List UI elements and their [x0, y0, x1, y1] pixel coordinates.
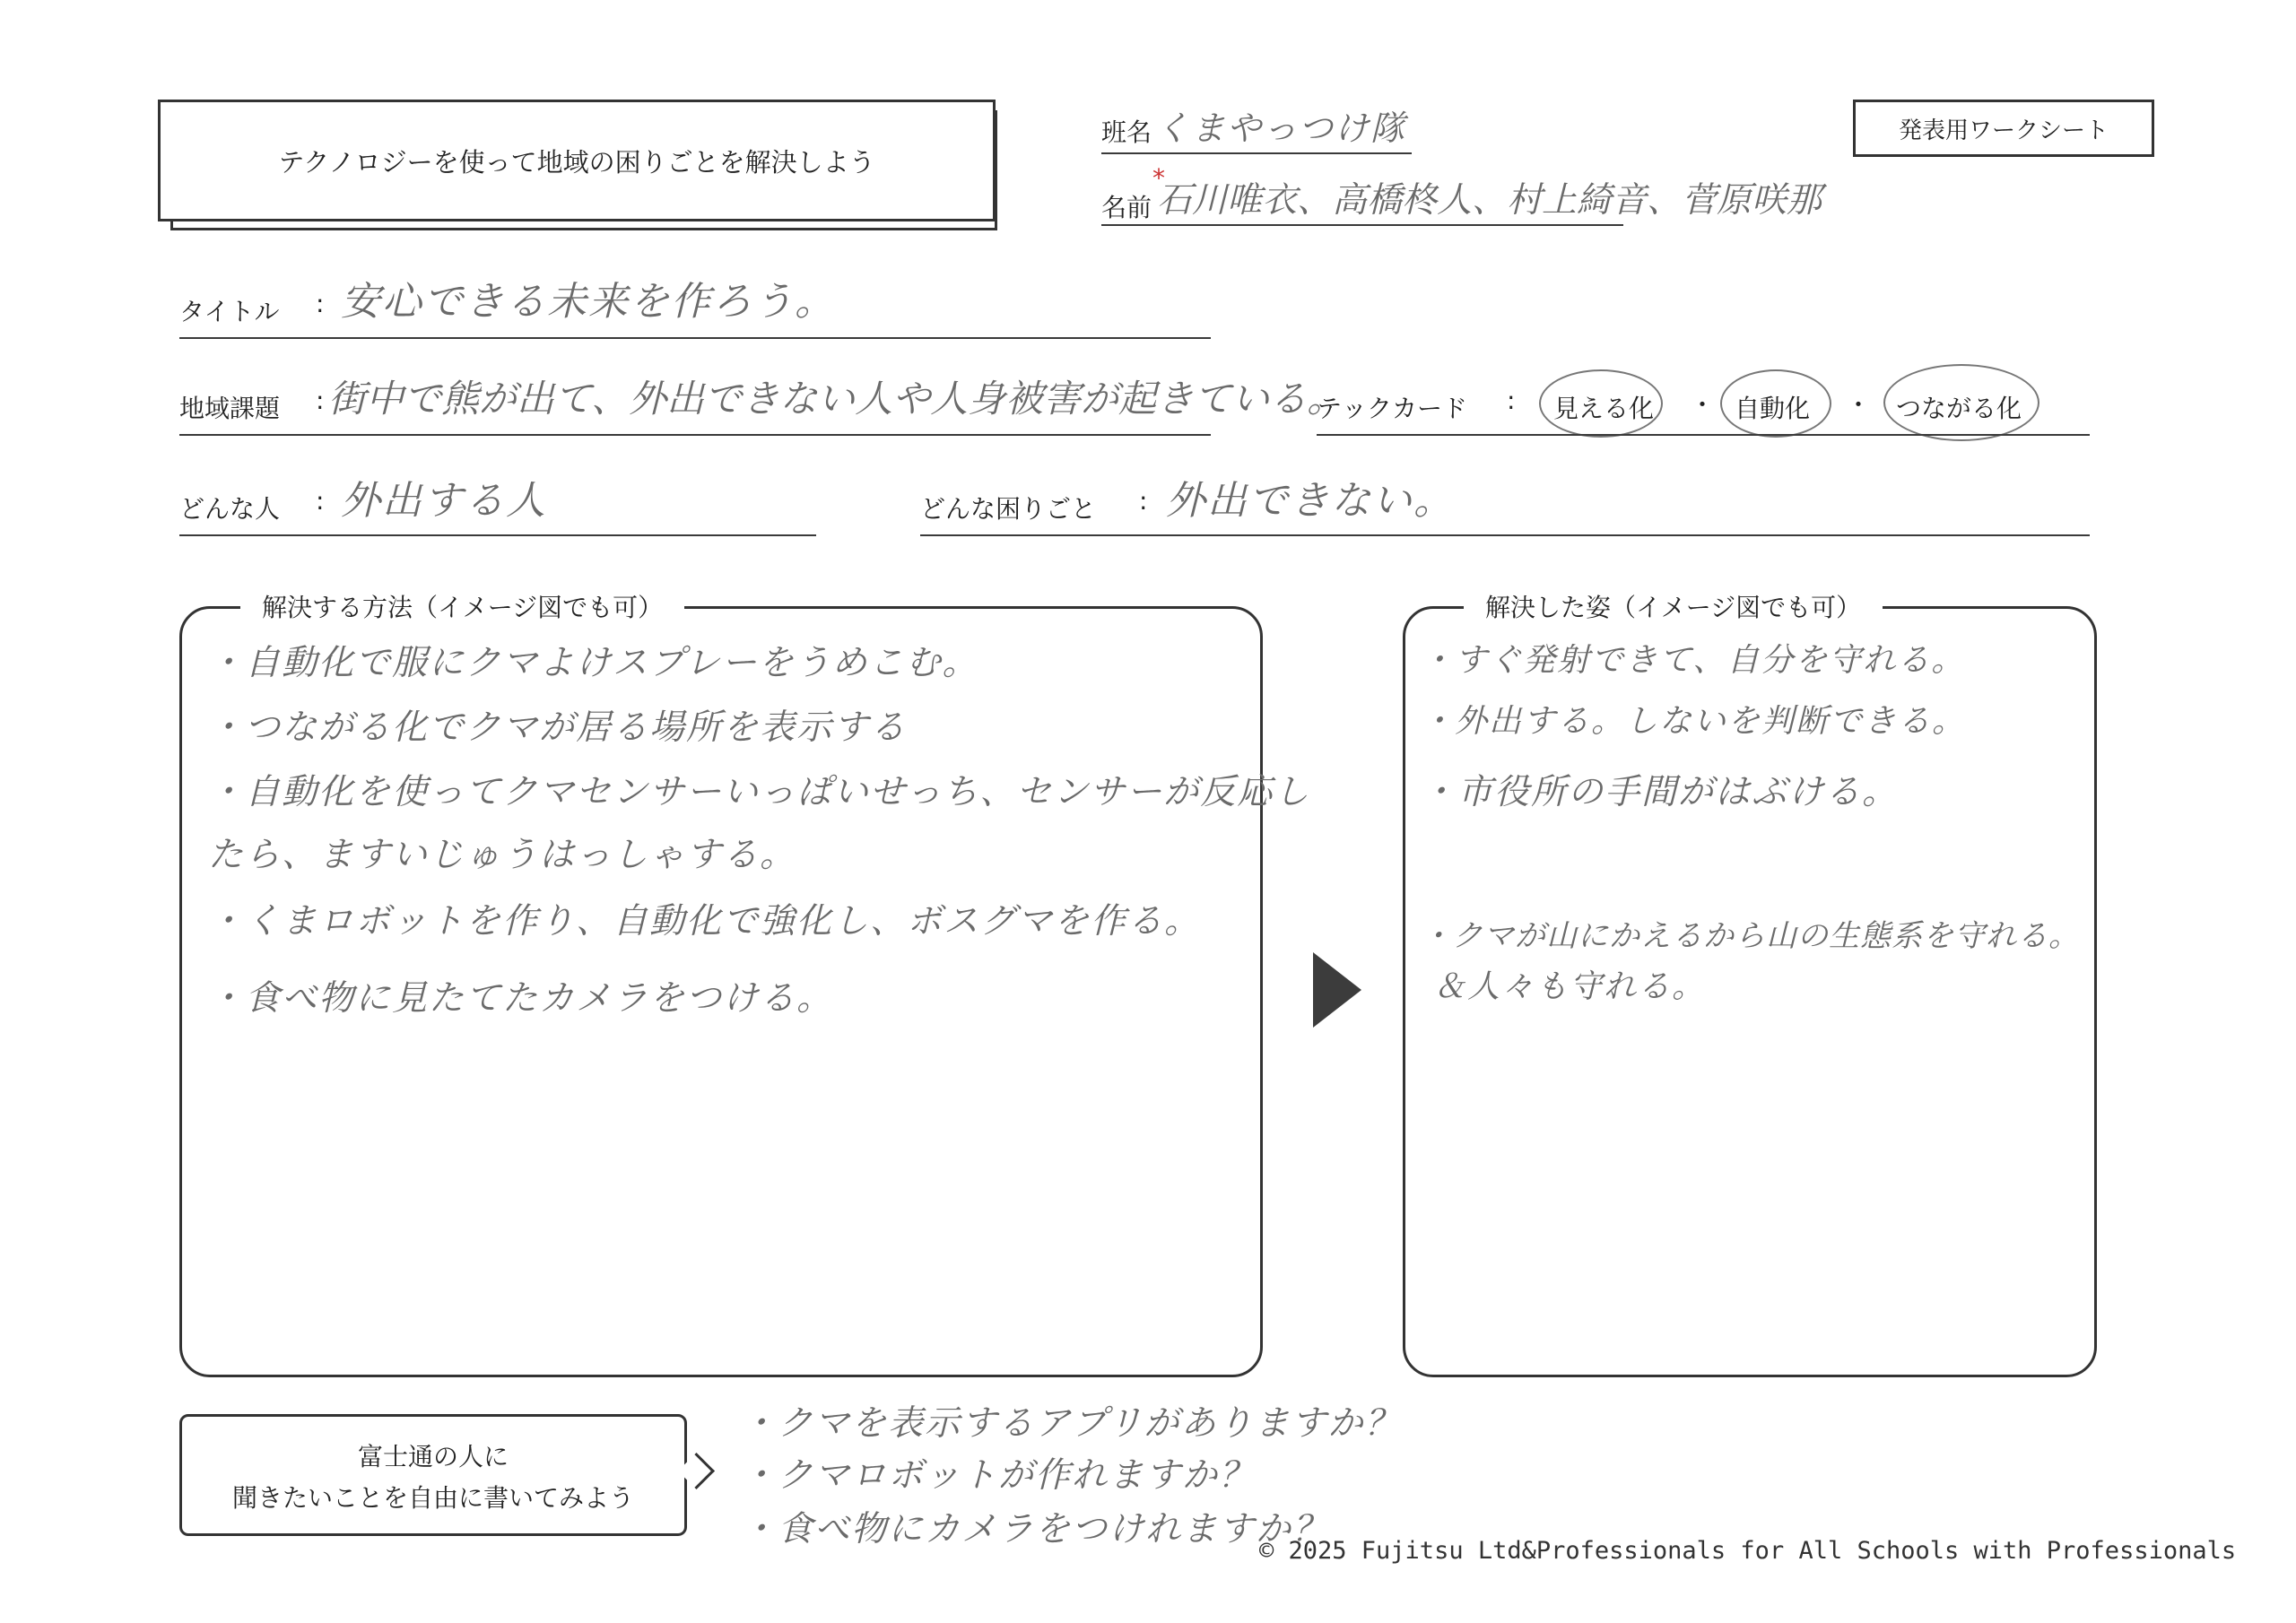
issue-label: 地域課題 — [179, 394, 281, 423]
issue-colon: : — [316, 386, 325, 415]
techcard-visualize-circle — [1539, 369, 1663, 438]
question-3: ・食べ物にカメラをつけれますか？ — [741, 1509, 1330, 1549]
title-underline — [179, 337, 1211, 339]
method-panel-title: 解決する方法（イメージ図でも可） — [240, 588, 684, 624]
trouble-label: どんな困りごと — [920, 494, 1097, 524]
project-title: 安心できる未来を作ろう。 — [341, 279, 836, 325]
techcard-underline — [1317, 434, 2090, 436]
who-label: どんな人 — [179, 494, 281, 524]
result-panel-title: 解決した姿（イメージ図でも可） — [1464, 588, 1883, 624]
method-item-3: ・自動化を使ってクマセンサーいっぱいせっち、センサーが反応し — [208, 772, 1311, 812]
copyright-text: © 2025 Fujitsu Ltd&Professionals for All Schools with Professionals — [1259, 1537, 2237, 1565]
result-item-2: ・外出する。しないを判断できる。 — [1421, 703, 1967, 740]
arrow-right-icon — [1313, 952, 1361, 1028]
trouble-underline — [920, 534, 2090, 536]
method-item-1: ・自動化で服にクマよけスプレーをうめこむ。 — [208, 643, 979, 683]
techcard-automation: 自動化 — [1735, 394, 1811, 423]
team-underline — [1101, 152, 1412, 154]
issue-underline — [179, 434, 1211, 436]
who-value: 外出する人 — [341, 478, 547, 524]
regional-issue: 街中で熊が出て、外出できない人や人身被害が起きている。 — [328, 377, 1345, 421]
member-names: 石川唯衣、高橋柊人、村上綺音、菅原咲那 — [1157, 180, 1822, 221]
names-label: 名前 — [1101, 193, 1152, 222]
team-name: くまやっつけ隊 — [1155, 108, 1407, 148]
techcard-visualize: 見える化 — [1553, 394, 1655, 423]
ask-label-line2: 聞きたいことを自由に書いてみよう — [231, 1483, 634, 1513]
sheet-type-badge: 発表用ワークシート — [1853, 100, 2154, 157]
result-item-1: ・すぐ発射できて、自分を守れる。 — [1421, 642, 1966, 679]
method-item-5: ・食べ物に見たてたカメラをつける。 — [208, 978, 834, 1019]
result-item-3: ・市役所の手間がはぶける。 — [1421, 772, 1900, 812]
method-item-4: ・くまロボットを作り、自動化で強化し、ボスグマを作る。 — [208, 901, 1202, 942]
team-label: 班名 — [1101, 117, 1152, 147]
method-item-3-cont: たら、ますいじゅうはっしゃする。 — [208, 835, 797, 875]
techcard-label: テックカード — [1317, 394, 1468, 423]
result-item-4-cont: ＆人々も守れる。 — [1433, 968, 1707, 1005]
question-1: ・クマを表示するアプリがありますか？ — [741, 1403, 1402, 1444]
trouble-value: 外出できない。 — [1166, 478, 1455, 524]
techcard-dot-2: ・ — [1846, 390, 1872, 420]
techcard-connect-circle — [1883, 364, 2039, 441]
title-colon: : — [316, 289, 325, 318]
ask-label-line1: 富士通の人に — [357, 1442, 509, 1471]
who-underline — [179, 534, 816, 536]
techcard-connect: つながる化 — [1896, 394, 2022, 423]
worksheet-title: テクノロジーを使って地域の困りごとを解決しよう — [158, 100, 996, 221]
title-label: タイトル — [179, 297, 280, 326]
techcard-automation-circle — [1720, 369, 1831, 438]
techcard-colon: : — [1507, 386, 1516, 415]
techcard-dot-1: ・ — [1690, 390, 1716, 420]
ask-fujitsu-box — [179, 1414, 687, 1536]
question-2: ・クマロボットが作れますか？ — [741, 1455, 1257, 1496]
method-item-2: ・つながる化でクマが居る場所を表示する — [208, 707, 908, 748]
names-underline — [1101, 224, 1623, 226]
names-mark: * — [1152, 163, 1165, 193]
who-colon: : — [316, 486, 325, 516]
trouble-colon: : — [1139, 486, 1148, 516]
result-item-4: ・クマが山にかえるから山の生態系を守れる。 — [1421, 918, 2080, 954]
